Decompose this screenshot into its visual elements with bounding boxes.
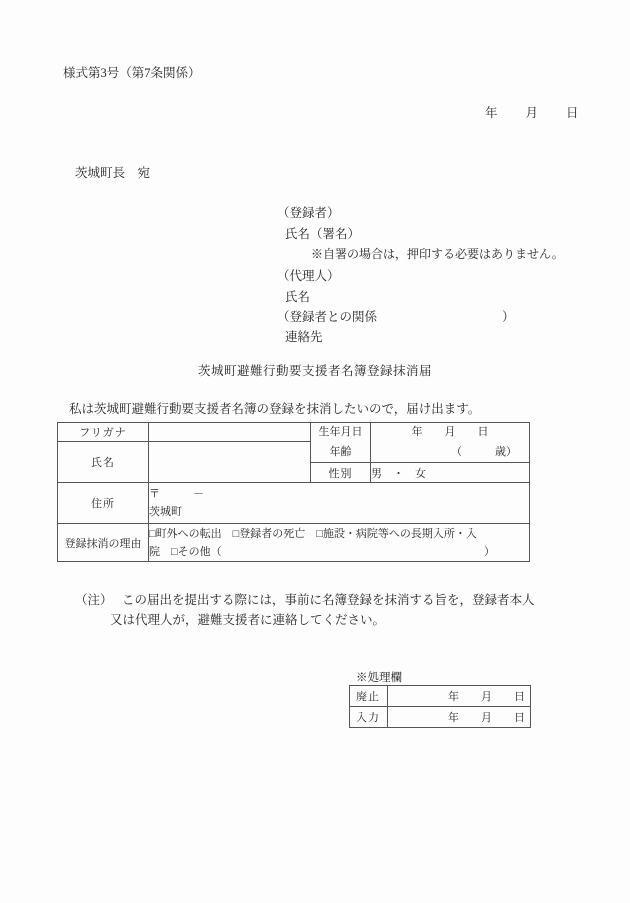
address-label: 住所 <box>58 483 149 524</box>
registrant-signature-note: ※自署の場合は，押印する必要はありません。 <box>311 247 564 261</box>
birthdate-age-value-cell <box>371 423 530 463</box>
furigana-label: フリガナ <box>58 423 149 442</box>
registrant-name-label: 氏名（署名） <box>285 227 361 241</box>
name-field <box>149 442 311 483</box>
submission-date-line <box>485 103 579 121</box>
processing-row-label: 廃止 <box>350 686 388 707</box>
agent-heading: （代理人） <box>277 269 340 283</box>
applicant-info-table <box>57 422 530 562</box>
processing-heading: ※処理欄 <box>356 672 402 684</box>
date-year-label: 年 <box>485 106 498 120</box>
table-row <box>350 686 531 707</box>
form-number: 様式第3号（第7条関係） <box>63 66 201 80</box>
table-row <box>350 707 531 728</box>
birthdate-label: 生年月日 <box>318 426 363 438</box>
document-title: 茨城町避難行動要支援者名簿登録抹消届 <box>197 364 432 378</box>
removal-reason-line1: □町外への転出 □登録者の死亡 □施設・病院等への長期入所・入 <box>149 527 477 540</box>
name-label: 氏名 <box>58 442 149 483</box>
age-field: （ 歳） <box>451 446 517 458</box>
date-day-label: 日 <box>566 106 579 120</box>
sex-label: 性別 <box>311 463 371 483</box>
age-label: 年齢 <box>329 446 352 458</box>
processing-row-date-field: 年 月 日 <box>388 686 531 707</box>
birthdate-age-label-cell <box>311 423 371 463</box>
removal-reason-close-paren: ） <box>484 545 495 558</box>
agent-contact-label: 連絡先 <box>285 330 323 344</box>
sex-field: 男 ・ 女 <box>371 463 530 483</box>
agent-relation-label: （登録者との関係 ） <box>277 310 515 324</box>
processing-row-label: 入力 <box>350 707 388 728</box>
removal-reason-label: 登録抹消の理由 <box>58 524 149 562</box>
addressee: 茨城町長 宛 <box>75 166 151 180</box>
date-month-label: 月 <box>525 106 539 120</box>
removal-reason-other-label: 院 □その他（ <box>149 545 222 558</box>
removal-reason-field <box>149 524 530 562</box>
birthdate-field: 年 月 日 <box>411 426 489 438</box>
address-postal-line: 〒 － <box>149 488 204 500</box>
address-field <box>149 483 530 524</box>
registrant-heading: （登録者） <box>277 206 340 220</box>
removal-reason-line2 <box>149 543 529 561</box>
processing-table <box>349 685 531 728</box>
note-line2: 又は代理人が，避難支援者に連絡してください。 <box>110 613 386 627</box>
processing-row-date-field: 年 月 日 <box>388 707 531 728</box>
address-town-line: 茨城町 <box>149 506 182 518</box>
furigana-field <box>149 423 311 442</box>
note-line1: この届出を提出する際には，事前に名簿登録を抹消する旨を，登録者本人 <box>122 593 535 607</box>
agent-name-label: 氏名 <box>285 290 311 304</box>
note-label: （注） <box>75 593 113 607</box>
intro-sentence: 私は茨城町避難行動要支援者名簿の登録を抹消したいので，届け出ます。 <box>69 402 481 416</box>
